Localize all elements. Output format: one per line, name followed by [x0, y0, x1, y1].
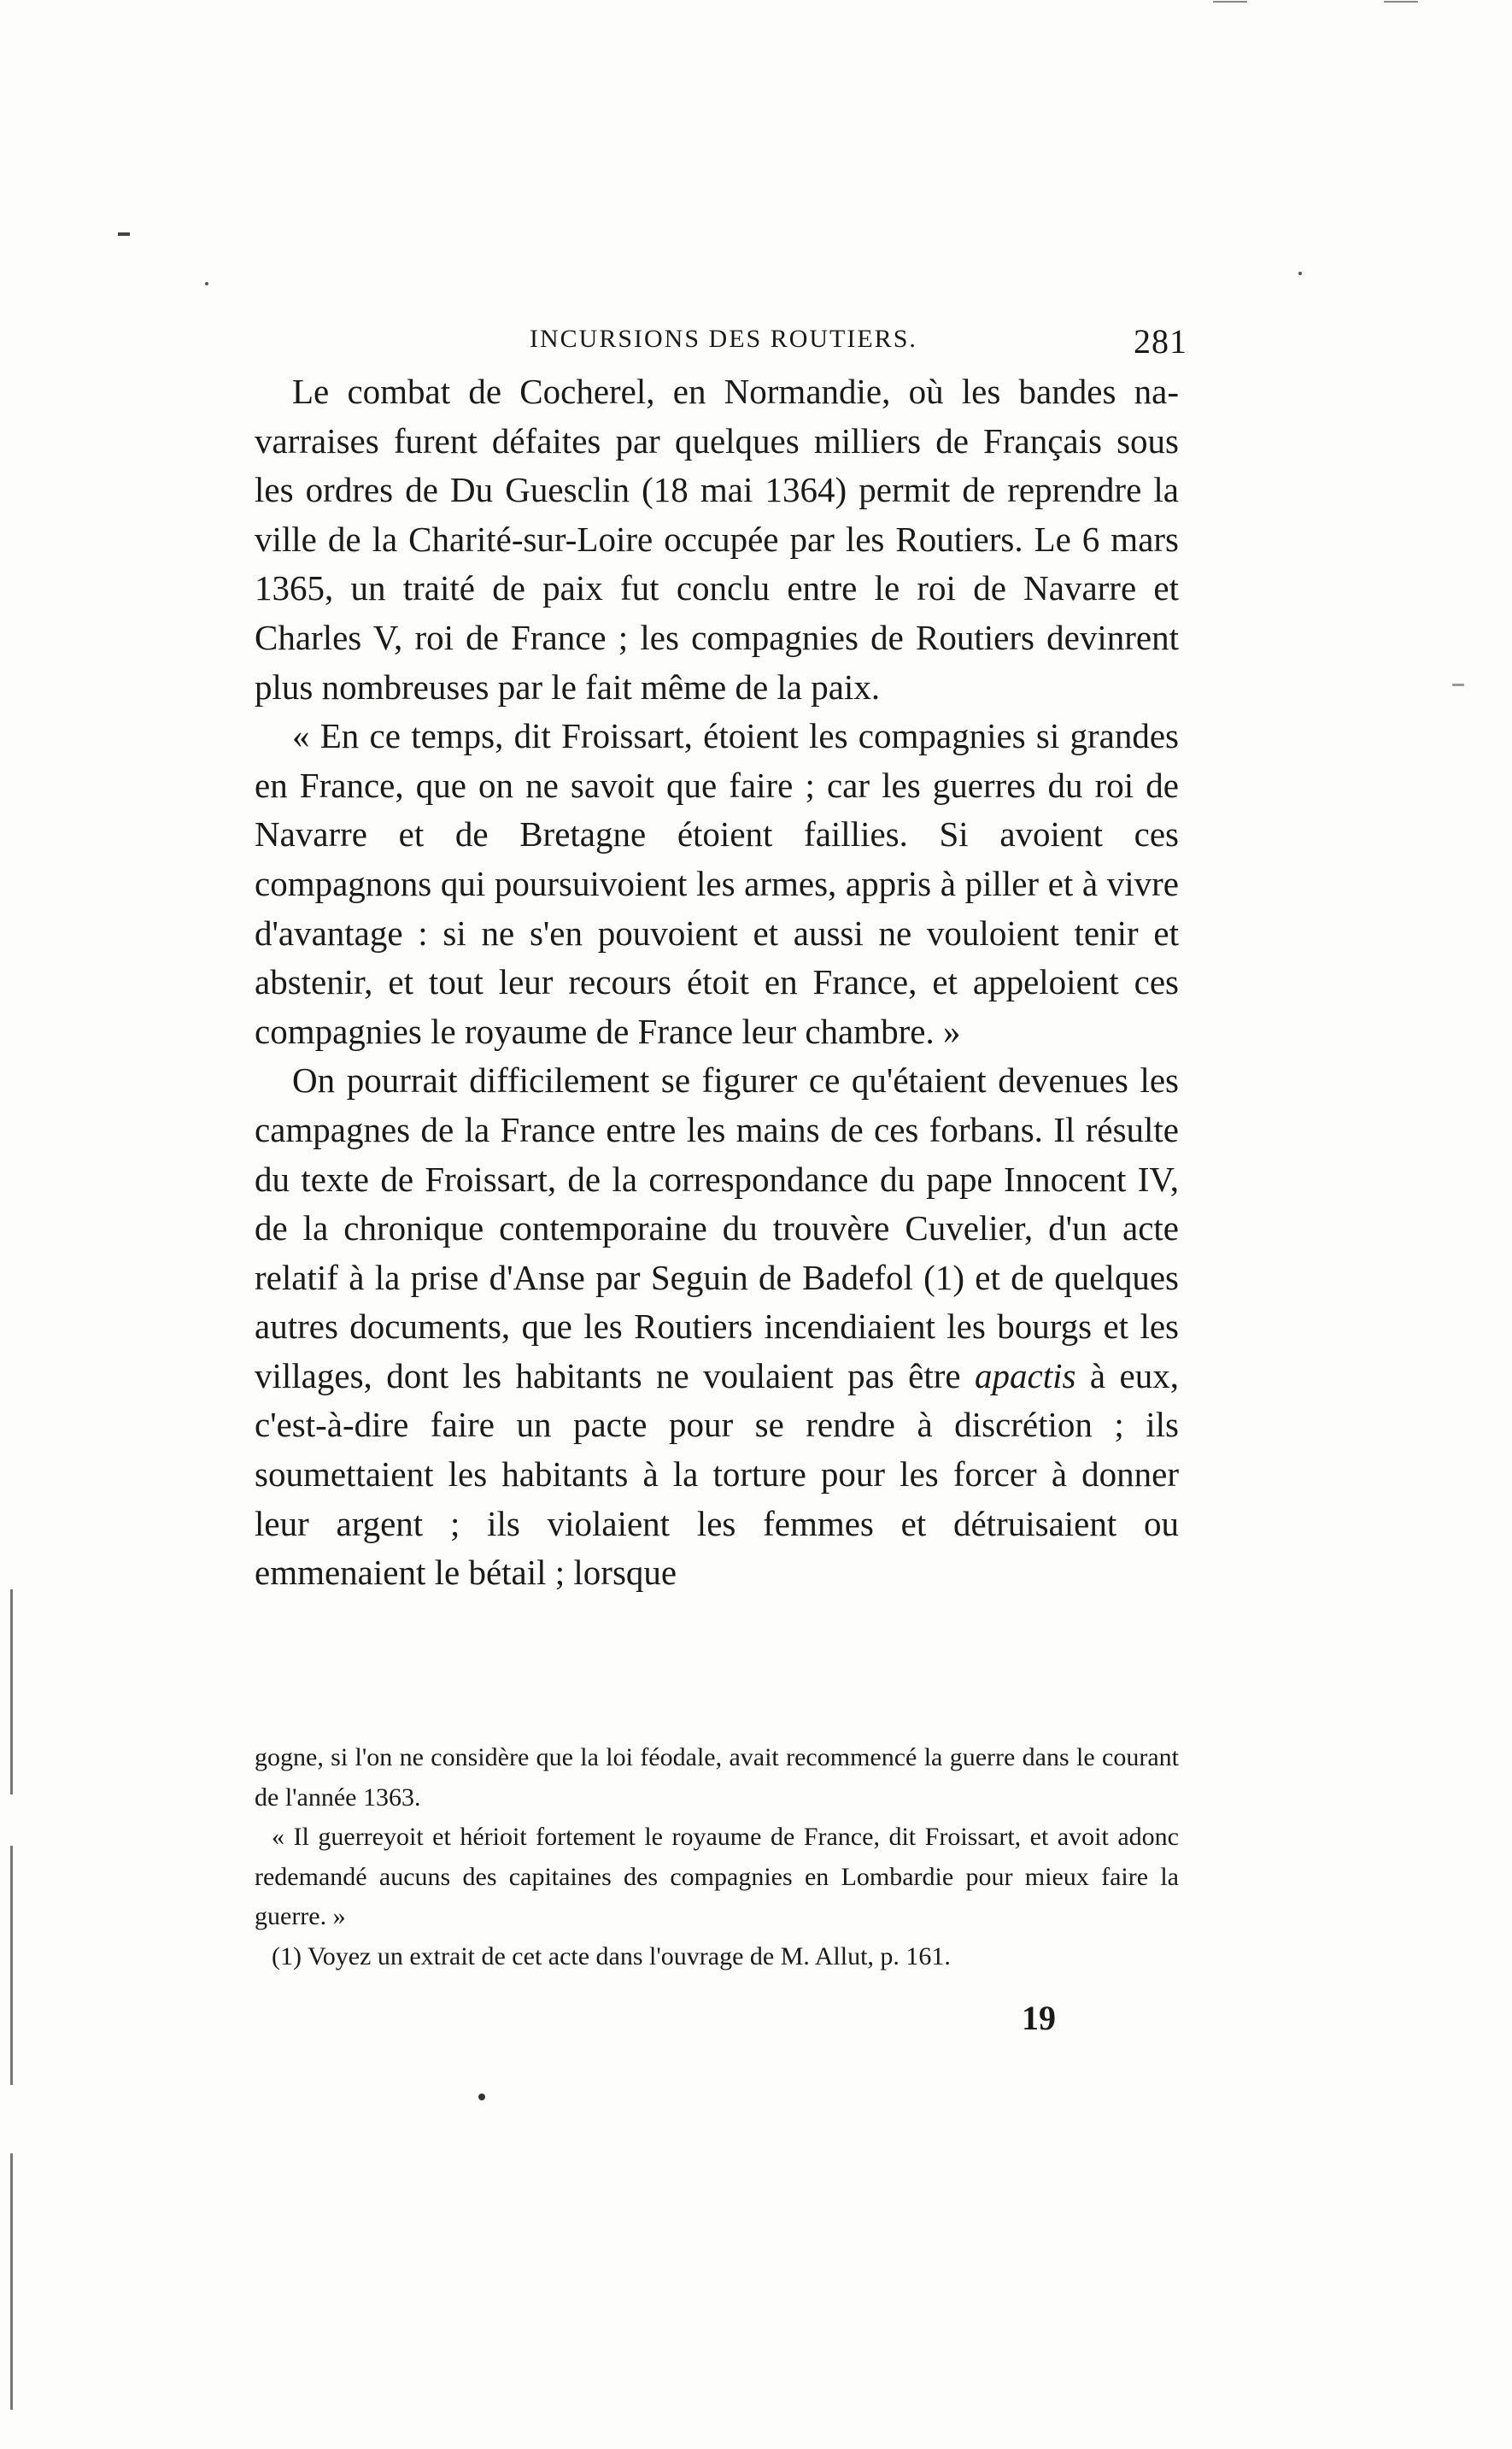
scan-edge-left: [10, 1589, 13, 1794]
scan-edge-left: [10, 2153, 13, 2410]
scan-speck: [1452, 684, 1464, 686]
paragraph-cocherel: Le combat de Cocherel, en Normandie, où les bandes navarraises furent défaites par quelques milliers de Français sous les ordres de Du Guesclin (18 mai 1364) permit de reprendre la ville de la Charité-sur-Loire occupée par les Routiers. Le 6 mars 1365, un traité de paix fut conclu entre le roi de Navarre et Charles V, roi de France ; les compagnies de Routiers devinrent plus nombreuses par le fait même de la paix.: [255, 372, 1179, 707]
paragraph-routiers: [255, 1056, 1179, 1598]
paragraph-routiers-text-1: On pourrait difficilement se figurer ce qu'étaient devenues les campagnes de la France entre les mains de ces forbans. Il résulte du texte de Froissart, de la correspondance du pape Innocent IV, de la chronique contemporaine du trouvère Cuvelier, d'un acte relatif à la prise d'Anse par Seguin de Badefol (1) et de quelques autres documents, que les Routiers incendiaient les bourgs et les villages, dont les habitants ne voulaient pas être: [255, 1060, 1179, 1395]
scan-edge-left: [10, 1846, 13, 2085]
page-number: 281: [1134, 322, 1187, 361]
scan-mark-top-right: [1213, 1, 1247, 3]
italic-term-apactis: apactis: [975, 1355, 1076, 1395]
paragraph-routiers-text-2: à eux, c'est-à-dire faire un pacte pour se rendre à discrétion ; ils soumettaient les habitants à la torture pour les forcer à donner leur argent ; ils violaient les femmes et détruisaient ou emmenaient le bétail ; lorsque: [255, 1355, 1179, 1593]
running-title: INCURSIONS DES ROUTIERS.: [530, 325, 917, 353]
footnotes: [255, 1738, 1179, 1976]
running-head: [256, 322, 1187, 367]
signature-mark: 19: [1022, 1999, 1056, 2037]
paragraph-froissart-quote: « En ce temps, dit Froissart, étoient les compagnies si grandes en France, que on ne savoit que faire ; car les guerres du roi de Navarre et de Bretagne étoient faillies. Si avoient ces compagnons qui poursuivoient les armes, appris à piller et à vivre d'avantage : si ne s'en pouvoient et aussi ne vouloient tenir et abstenir, et tout leur recours étoit en France, et appeloient ces compagnies le royaume de France leur chambre. »: [255, 716, 1179, 1051]
footnote-continuation: gogne, si l'on ne considère que la loi féodale, avait recommencé la guerre dans le courant de l'année 1363.: [255, 1743, 1179, 1812]
scan-speck: [1298, 272, 1302, 275]
main-text: [255, 367, 1179, 1598]
scan-speck: [478, 2094, 485, 2100]
footnote-1: (1) Voyez un extrait de cet acte dans l'ouvrage de M. Allut, p. 161.: [272, 1941, 951, 1970]
scan-mark-top-right-2: [1384, 1, 1418, 3]
scan-mark-left: [118, 232, 130, 236]
scan-speck: [205, 282, 208, 285]
footnote-froissart-quote: « Il guerreyoit et hérioit fortement le royaume de France, dit Froissart, et avoit adonc redemandé aucuns des capitaines des compagnies en Lombardie pour mieux faire la guerre. »: [255, 1823, 1179, 1930]
